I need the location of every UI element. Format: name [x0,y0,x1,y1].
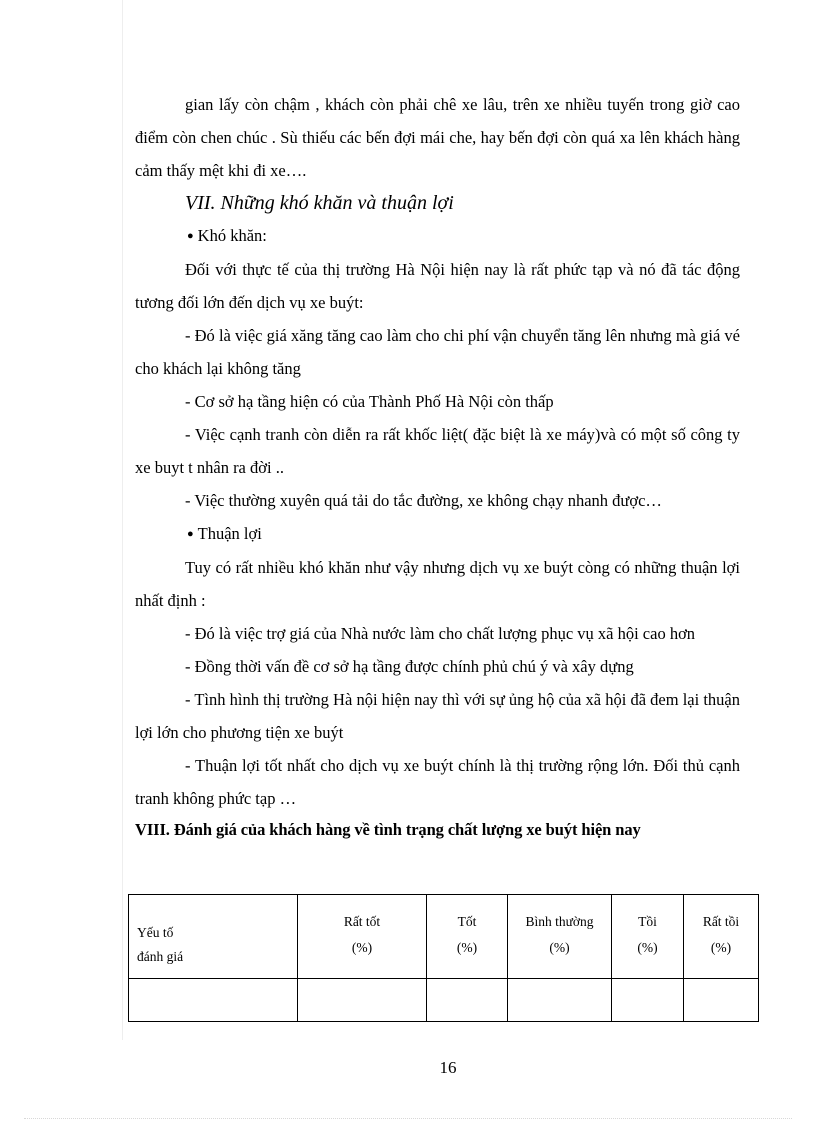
header-unit: (%) [549,940,570,955]
paragraph: - Cơ sở hạ tầng hiện có của Thành Phố Hà Nội còn thấp [185,392,554,411]
paragraph: - Đó là việc giá xăng tăng cao làm cho chi phí vận chuyển tăng lên nhưng mà giá vé cho khách lại không tăng [135,326,740,378]
difficulties-bullet [135,219,740,253]
header-label: Rất tốt [343,914,381,929]
advantages-bullet [135,517,740,551]
table-cell [129,979,298,1022]
header-unit: (%) [351,940,373,955]
paragraph: - Thuận lợi tốt nhất cho dịch vụ xe buýt chính là thị trường rộng lớn. Đối thủ cạnh tranh không phức tạp … [135,756,740,808]
header-unit: (%) [456,940,478,955]
table-header-cell [129,895,298,979]
table-header-cell [684,895,759,979]
table-header-cell [508,895,612,979]
bullet-dot-icon: ● [187,528,194,540]
table-header-cell [427,895,508,979]
table-header-row [129,895,759,979]
evaluation-table [128,894,759,1022]
header-unit: (%) [637,940,658,955]
header-label: Tốt [457,914,477,929]
paragraph: - Đó là việc trợ giá của Nhà nước làm cho chất lượng phục vụ xã hội cao hơn [185,624,696,643]
paragraph: Đối với thực tế của thị trường Hà Nội hiện nay là rất phức tạp và nó đã tác động tương đối lớn đến dịch vụ xe buýt: [135,260,740,312]
section-8-heading: VIII. Đánh giá của khách hàng về tình trạng chất lượng xe buýt hiện nay [135,820,641,839]
paragraph: Tuy có rất nhiều khó khăn như vậy nhưng dịch vụ xe buýt còng có những thuận lợi nhất định : [135,558,740,610]
paragraph: - Việc thường xuyên quá tải do tắc đường, xe không chạy nhanh được… [185,491,662,510]
section-7-heading: VII. Những khó khăn và thuận lợi [185,192,454,214]
table-cell [612,979,684,1022]
paragraph: gian lấy còn chậm , khách còn phải chê xe lâu, trên xe nhiều tuyến trong giờ cao điểm còn chen chúc . Sù thiếu các bến đợi mái che, hay bến đợi còn quá xa lên khách hàng cảm thấy mệt khi đi xe…. [135,95,740,180]
paragraph: - Việc cạnh tranh còn diễn ra rất khốc liệt( đặc biệt là xe máy)và có một số công ty xe buyt t nhân ra đời .. [135,425,740,477]
table-row [129,979,759,1022]
header-label: Tồi [638,914,657,929]
table-cell [684,979,759,1022]
bullet-dot-icon: ● [187,230,194,242]
header-label: Yếu tố [137,925,174,940]
table-header-cell [612,895,684,979]
table-cell [508,979,612,1022]
table-cell [427,979,508,1022]
difficulties-label: Khó khăn: [197,226,267,245]
paragraph: - Tình hình thị trường Hà nội hiện nay thì với sự ủng hộ của xã hội đã đem lại thuận lợi lớn cho phương tiện xe buýt [135,690,740,742]
header-label: Bình thường [525,914,594,929]
header-label: đánh giá [137,949,184,964]
header-unit: (%) [710,940,732,955]
page-bottom-border [24,1118,792,1119]
page-margin-line [122,0,123,1040]
table-cell [298,979,427,1022]
header-label: Rất tồi [702,914,740,929]
table-header-cell [298,895,427,979]
advantages-label: Thuận lợi [197,524,262,543]
document-body [135,88,740,845]
paragraph: - Đồng thời vấn đề cơ sở hạ tầng được chính phủ chú ý và xây dựng [185,657,634,676]
page-number: 16 [439,1058,457,1077]
